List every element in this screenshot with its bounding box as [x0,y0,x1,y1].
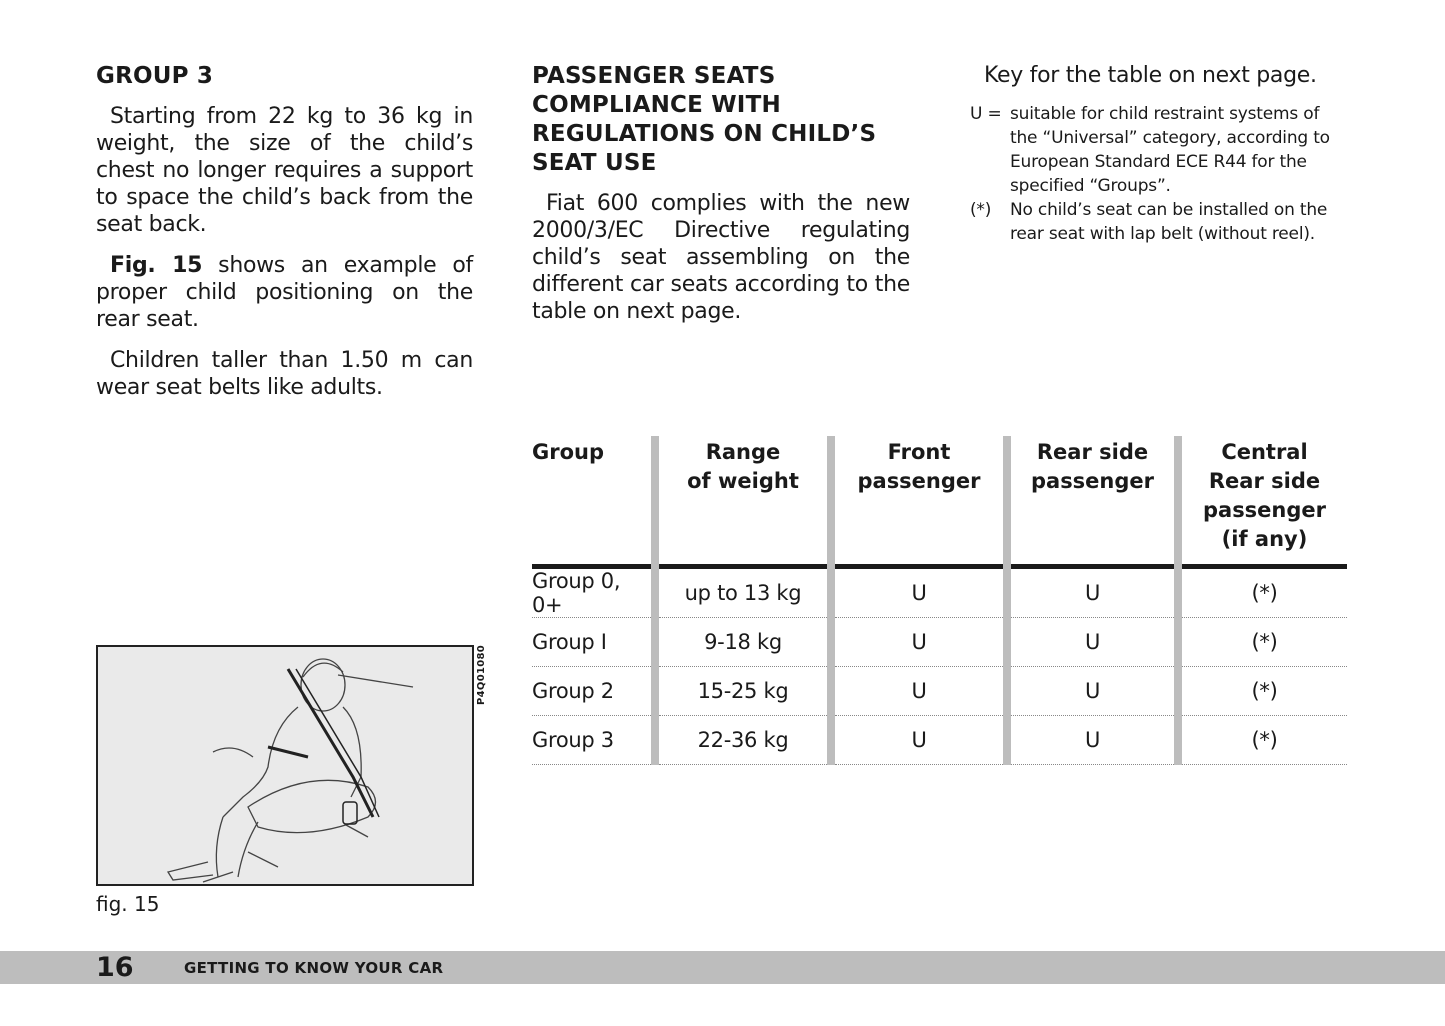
cell-front: U [831,618,1007,667]
cell-group: Group 2 [532,667,655,716]
cell-group: Group 3 [532,716,655,765]
fig-reference-lead: Fig. 15 [110,253,203,278]
header-line: Group [532,440,605,464]
header-range-of-weight [655,436,831,567]
section-heading-group-3: GROUP 3 [96,63,214,89]
left-column [96,62,473,401]
table-row [532,618,1347,667]
cell-group: Group I [532,618,655,667]
table-row [532,567,1347,618]
header-line: Front [887,440,951,464]
header-line: Range [705,440,781,464]
header-line: Rear side [1208,469,1321,493]
cell-front: U [831,567,1007,618]
key-item-asterisk [970,198,1348,246]
cell-central: (*) [1178,716,1347,765]
fig-reference-text: shows an example of proper child positioning on the rear seat. [96,253,473,332]
header-front-passenger [831,436,1007,567]
section-heading-compliance: PASSENGER SEATS COMPLIANCE WITH REGULATIONS ON CHILD’S SEAT USE [532,63,877,176]
cell-weight: 22-36 kg [655,716,831,765]
header-line: passenger [1202,498,1327,522]
child-on-booster-seat-illustration-icon [98,647,472,884]
cell-central: (*) [1178,567,1347,618]
footer-section-title: GETTING TO KNOW YOUR CAR [184,958,444,977]
table-header-row [532,436,1347,567]
header-line: Rear side [1036,440,1149,464]
figure-code: P4Q01080 [476,645,487,705]
cell-group: Group 0, 0+ [532,567,655,618]
middle-column [532,62,910,325]
page-number: 16 [96,952,134,983]
cell-central: (*) [1178,618,1347,667]
cell-rear-side: U [1007,667,1178,716]
key-text: No child’s seat can be installed on the rear seat with lap belt (without reel). [1010,200,1328,244]
table-row [532,716,1347,765]
header-central-rear-passenger [1178,436,1347,567]
cell-central: (*) [1178,667,1347,716]
adult-belts-paragraph: Children taller than 1.50 m can wear seat belts like adults. [96,348,473,400]
cell-rear-side: U [1007,716,1178,765]
page-footer [0,951,1445,984]
compliance-paragraph: Fiat 600 complies with the new 2000/3/EC Directive regulating child’s seat assembling on the different car seats according to the table on next page. [532,191,910,324]
header-line: passenger [857,469,981,493]
figure-child-seat-illustration [96,645,474,886]
key-text: suitable for child restraint systems of the “Universal” category, according to European Standard ECE R44 for the specified “Groups”. [1010,104,1330,196]
header-line: passenger [1030,469,1155,493]
cell-rear-side: U [1007,618,1178,667]
cell-weight: 9-18 kg [655,618,831,667]
group3-paragraph: Starting from 22 kg to 36 kg in weight, the size of the child’s chest no longer requires a support to space the child’s back from the seat back. [96,104,473,237]
key-symbol: U = [970,104,1002,124]
header-line: (if any) [1221,527,1308,551]
figure-caption: fig. 15 [96,892,160,916]
header-group [532,436,655,567]
header-line: Central [1221,440,1308,464]
cell-front: U [831,667,1007,716]
header-line: of weight [687,469,799,493]
table-row [532,667,1347,716]
key-title: Key for the table on next page. [984,63,1317,88]
key-symbol: (*) [970,200,992,220]
cell-rear-side: U [1007,567,1178,618]
key-item-u [970,102,1348,198]
right-column [970,62,1348,246]
cell-weight: up to 13 kg [655,567,831,618]
cell-front: U [831,716,1007,765]
cell-weight: 15-25 kg [655,667,831,716]
child-seat-compliance-table [532,436,1347,765]
header-rear-side-passenger [1007,436,1178,567]
fig-reference-paragraph [96,252,473,333]
